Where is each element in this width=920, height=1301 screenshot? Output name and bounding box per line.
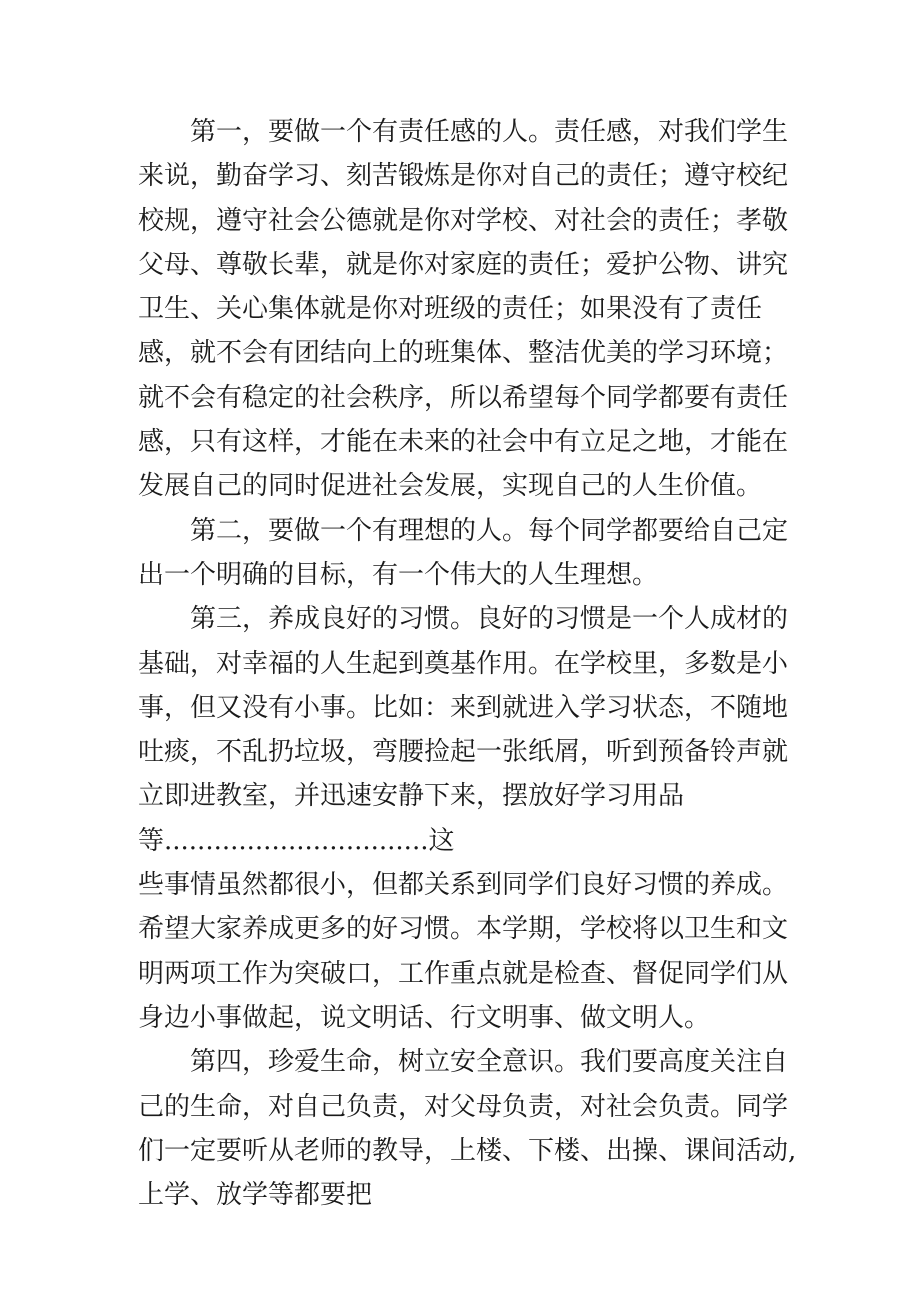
paragraph-ideals: 第二，要做一个有理想的人。每个同学都要给自己定出一个明确的目标，有一个伟大的人生理想。: [138, 515, 789, 590]
paragraph-responsibility: 第一，要做一个有责任感的人。责任感，对我们学生来说，勤奋学习、刻苦锻炼是你对自己的责任；遵守校纪校规，遵守社会公德就是你对学校、对社会的责任；孝敬父母、尊敬长辈，就是你对家庭的责任；爱护公物、讲究卫生、关心集体就是你对班级的责任；如果没有了责任感，就不会有团结向上的班集体、整洁优美的学习环境；就不会有稳定的社会秩序，所以希望每个同学都要有责任感，只有这样，才能在未来的社会中有立足之地，才能在发展自己的同时促进社会发展，实现自己的人生价值。: [138, 117, 789, 502]
paragraph-habits-continued: 些事情虽然都很小，但都关系到同学们良好习惯的养成。希望大家养成更多的好习惯。本学期，学校将以卫生和文明两项工作为突破口，工作重点就是检查、督促同学们从身边小事做起，说文明话、行文明事、做文明人。: [138, 870, 789, 1033]
document-body: [138, 110, 798, 1217]
paragraph-safety: 第四，珍爱生命，树立安全意识。我们要高度关注自己的生命，对自己负责，对父母负责，对社会负责。同学们一定要听从老师的教导，上楼、下楼、出操、课间活动,上学、放学等都要把: [138, 1047, 797, 1211]
paragraph-habits: 第三，养成良好的习惯。良好的习惯是一个人成材的基础，对幸福的人生起到奠基作用。在学校里，多数是小事，但又没有小事。比如：来到就进入学习状态，不随地吐痰，不乱扔垃圾，弯腰捡起一张纸屑，听到预备铃声就立即进教室，并迅速安静下来，摆放好学习用品等................................这: [138, 604, 789, 856]
